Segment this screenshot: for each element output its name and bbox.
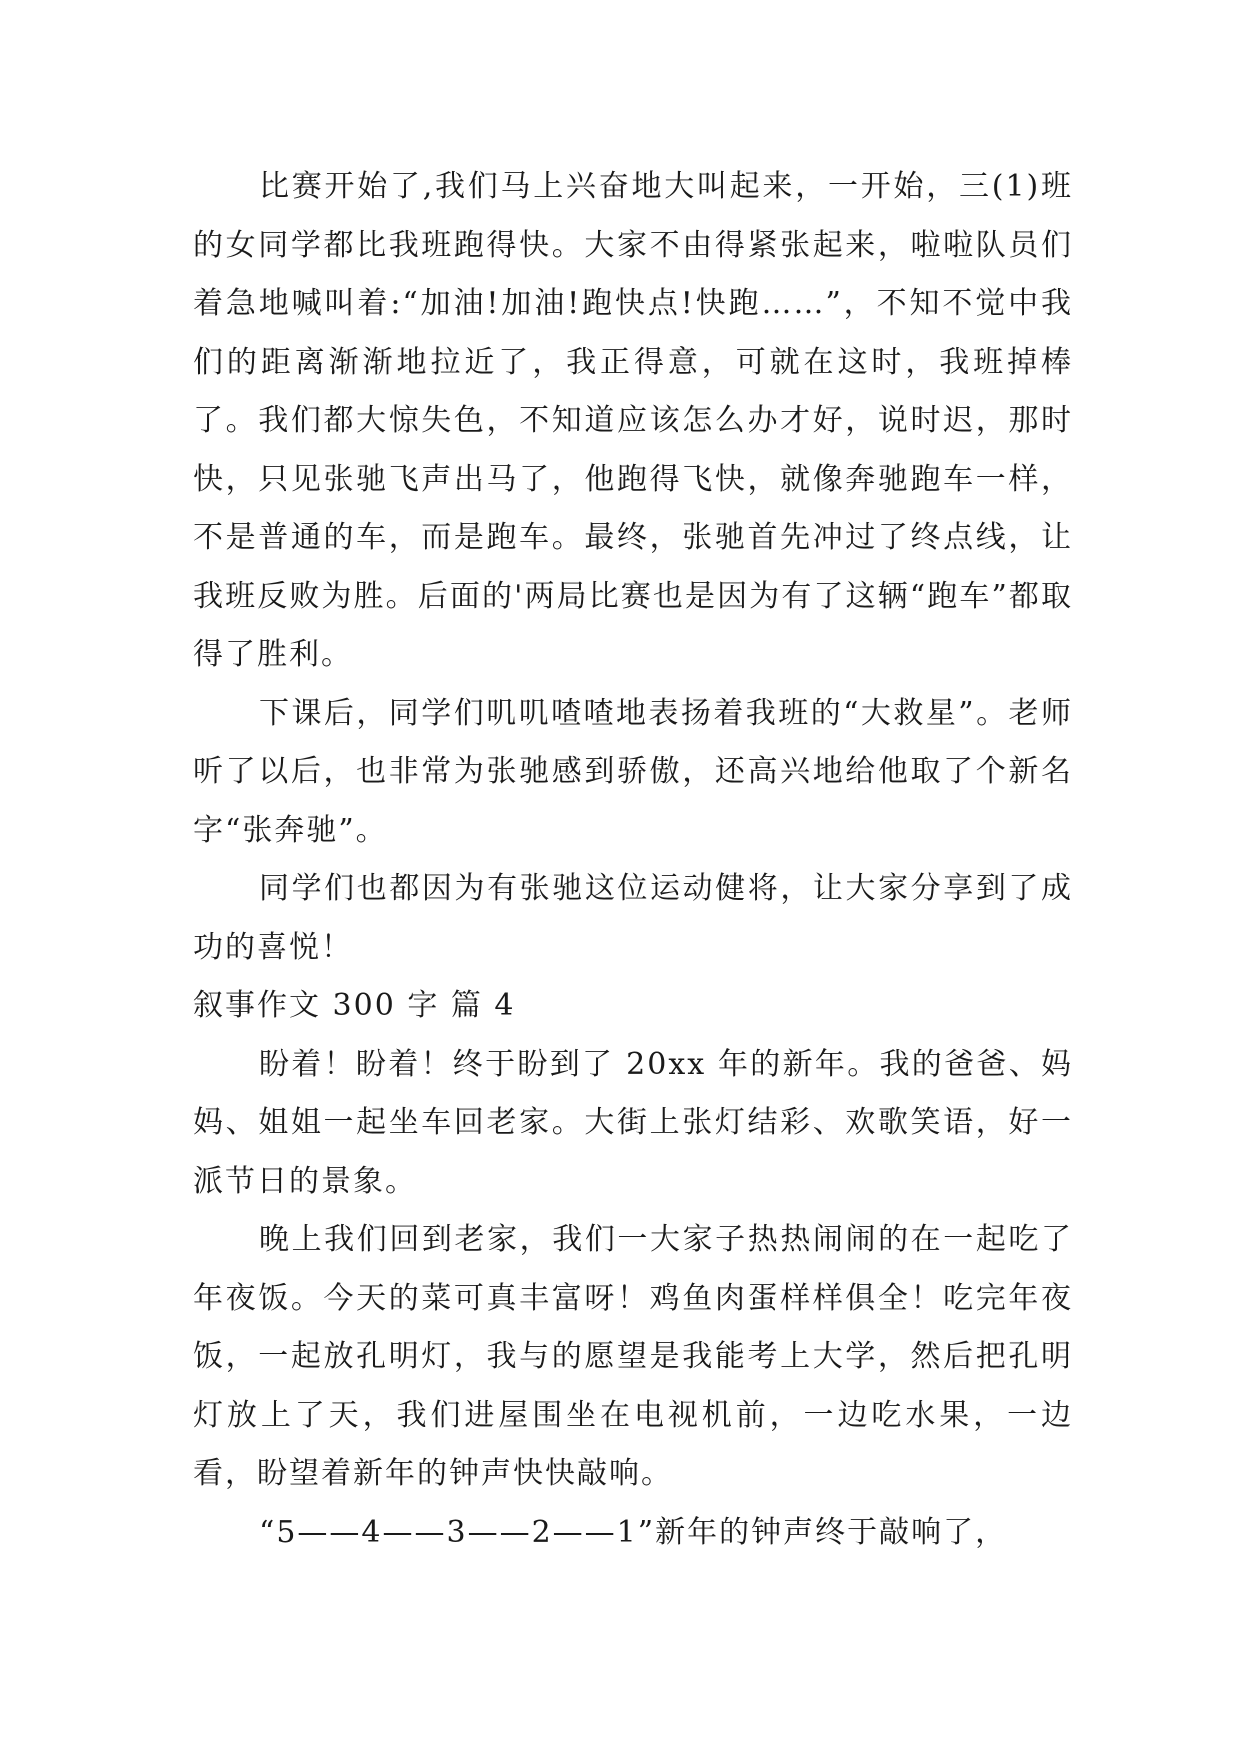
- section-heading: 叙事作文 300 字 篇 4: [193, 988, 516, 1023]
- paragraph-after-class: 下课后，同学们叽叽喳喳地表扬着我班的“大救星”。老师听了以后，也非常为张驰感到骄傲，还高兴地给他取了个新名字“张奔驰”。: [193, 695, 1073, 848]
- paragraph-race: 比赛开始了,我们马上兴奋地大叫起来，一开始，三(1)班的女同学都比我班跑得快。大家不由得紧张起来，啦啦队员们着急地喊叫着:“加油!加油!跑快点!快跑……”，不知不觉中我们的距离渐渐地拉近了，我正得意，可就在这时，我班掉棒了。我们都大惊失色，不知道应该怎么办才好，说时迟，那时快，只见张驰飞声出马了，他跑得飞快，就像奔驰跑车一样，不是普通的车，而是跑车。最终，张驰首先冲过了终点线，让我班反败为胜。后面的'两局比赛也是因为有了这辆“跑车”都取得了胜利。: [193, 169, 1073, 672]
- paragraph-success: 同学们也都因为有张驰这位运动健将，让大家分享到了成功的喜悦！: [193, 871, 1073, 965]
- paragraph-countdown: “5——4——3——2——1”新年的钟声终于敲响了，: [259, 1514, 1008, 1550]
- document-page: [193, 158, 1073, 1562]
- paragraph-dinner: 晚上我们回到老家，我们一大家子热热闹闹的在一起吃了年夜饭。今天的菜可真丰富呀！鸡鱼肉蛋样样俱全！吃完年夜饭，一起放孔明灯，我与的愿望是我能考上大学，然后把孔明灯放上了天，我们进屋围坐在电视机前，一边吃水果，一边看，盼望着新年的钟声快快敲响。: [193, 1222, 1073, 1491]
- paragraph-new-year: 盼着！盼着！终于盼到了 20xx 年的新年。我的爸爸、妈妈、姐姐一起坐车回老家。大街上张灯结彩、欢歌笑语，好一派节日的景象。: [193, 1046, 1073, 1199]
